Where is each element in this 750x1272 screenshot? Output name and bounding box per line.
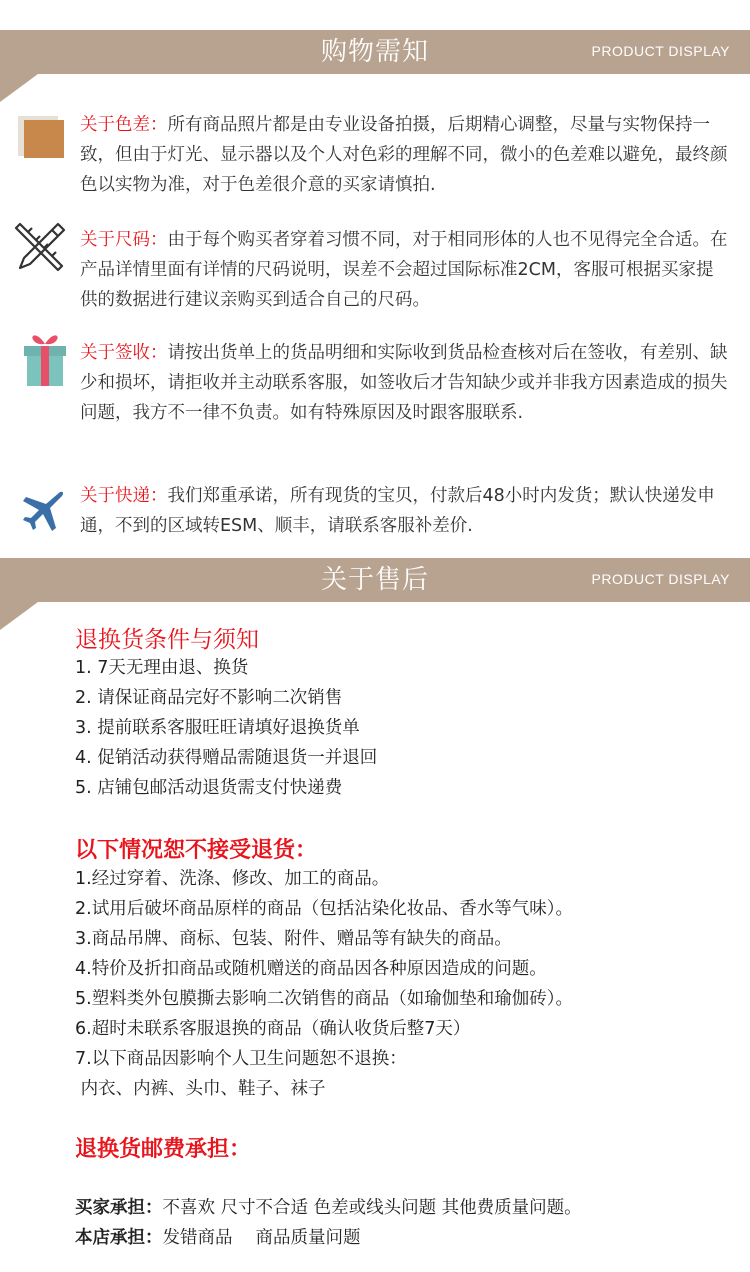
list-item: 5.塑料类外包膜撕去影响二次销售的商品（如瑜伽垫和瑜伽砖）。 (75, 989, 573, 1009)
list-item: 4. 促销活动获得赠品需随退货一并退回 (75, 748, 378, 768)
store-text: 发错商品 商品质量问题 (162, 1228, 361, 1248)
notice-text: 我们郑重承诺，所有现货的宝贝，付款后48小时内发货；默认快递发申通，不到的区域转ESM、顺丰，请联系客服补差价. (80, 486, 715, 536)
list-item: 2. 请保证商品完好不影响二次销售 (75, 688, 343, 708)
notice-color (80, 110, 728, 200)
buyer-label: 买家承担： (75, 1198, 163, 1218)
refuse-list (75, 864, 573, 1104)
notice-text: 所有商品照片都是由专业设备拍摄，后期精心调整，尽量与实物保持一致，但由于灯光、显示器以及个人对色彩的理解不同，微小的色差难以避免，最终颜色以实物为准，对于色差很介意的买家请慎拍. (80, 115, 728, 195)
section-subtitle: PRODUCT DISPLAY (591, 571, 730, 587)
list-item: 1. 7天无理由退、换货 (75, 658, 249, 678)
list-item: 内衣、内裤、头巾、鞋子、袜子 (75, 1079, 326, 1099)
section-banner-aftersales (0, 558, 750, 608)
list-item: 6.超时未联系客服退换的商品（确认收货后整7天） (75, 1019, 471, 1039)
list-item: 4.特价及折扣商品或随机赠送的商品因各种原因造成的问题。 (75, 959, 547, 979)
list-item: 3. 提前联系客服旺旺请填好退换货单 (75, 718, 360, 738)
ruler-pencil-icon (14, 220, 66, 272)
exchange-list (75, 653, 377, 803)
list-item: 5. 店铺包邮活动退货需支付快递费 (75, 778, 343, 798)
notice-label: 关于快递： (80, 486, 168, 506)
notice-label: 关于签收： (80, 343, 168, 363)
section-banner-shopping (0, 30, 750, 80)
exchange-heading: 退换货条件与须知 (75, 627, 259, 653)
list-item: 7.以下商品因影响个人卫生问题恕不退换： (75, 1049, 407, 1069)
section-title: 购物需知 (320, 37, 429, 67)
notice-text: 由于每个购买者穿着习惯不同，对于相同形体的人也不见得完全合适。在产品详情里面有详情的尺码说明，误差不会超过国际标准2CM，客服可根据买家提供的数据进行建议亲购买到适合自己的尺码。 (80, 230, 728, 310)
notice-label: 关于尺码： (80, 230, 168, 250)
refuse-heading: 以下情况恕不接受退货： (75, 838, 318, 863)
notice-size (80, 225, 728, 315)
notice-express (80, 481, 728, 541)
section-title: 关于售后 (320, 565, 429, 595)
list-item: 1.经过穿着、洗涤、修改、加工的商品。 (75, 869, 390, 889)
notice-label: 关于色差： (80, 115, 168, 135)
buyer-shipping (75, 1193, 582, 1223)
store-label: 本店承担： (75, 1228, 163, 1248)
list-item: 2.试用后破坏商品原样的商品（包括沾染化妆品、香水等气味）。 (75, 899, 573, 919)
buyer-text: 不喜欢 尺寸不合适 色差或线头问题 其他费质量问题。 (162, 1198, 582, 1218)
store-shipping (75, 1223, 361, 1253)
gift-icon (22, 330, 68, 388)
notice-sign (80, 338, 728, 428)
airplane-icon (20, 488, 66, 534)
notice-text: 请按出货单上的货品明细和实际收到货品检查核对后在签收，有差别、缺少和损坏，请拒收并主动联系客服，如签收后才告知缺少或并非我方因素造成的损失问题，我方不一律不负责。如有特殊原因及时跟客服联系. (80, 343, 728, 423)
list-item: 3.商品吊牌、商标、包装、附件、赠品等有缺失的商品。 (75, 929, 512, 949)
shipping-heading: 退换货邮费承担： (75, 1137, 252, 1162)
section-subtitle: PRODUCT DISPLAY (591, 43, 730, 59)
color-swatch-icon (18, 116, 64, 158)
